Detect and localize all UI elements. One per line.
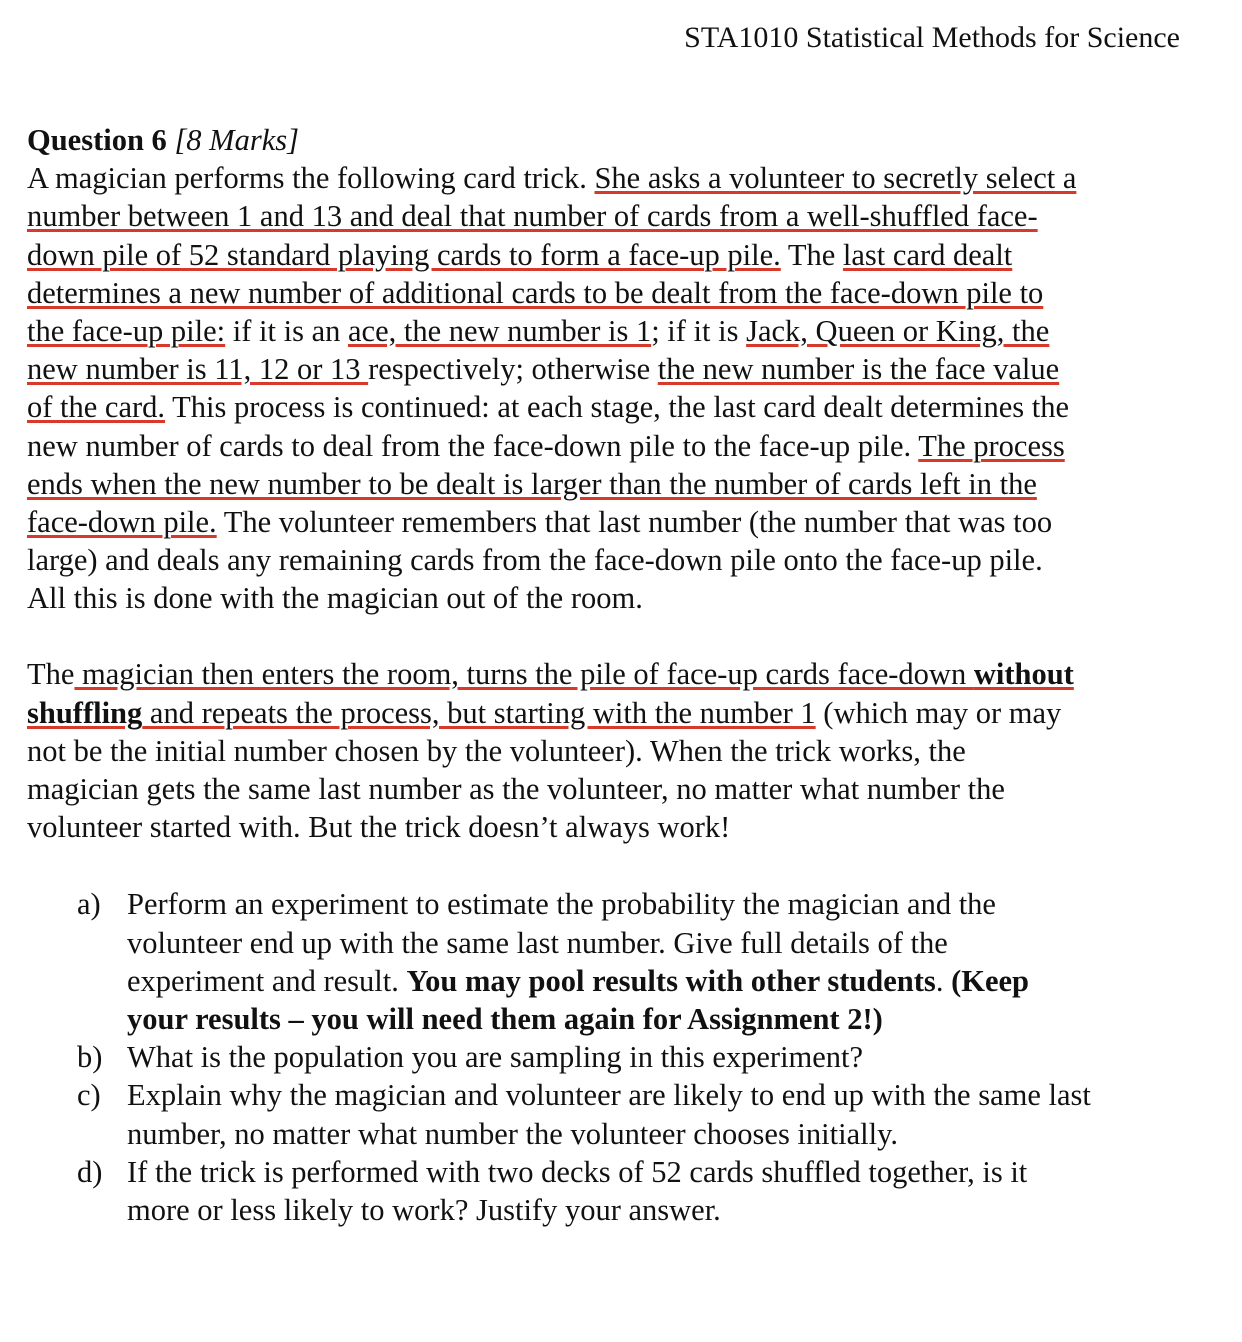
sub-question-list (77, 885, 1212, 1229)
text-line: A magician performs the following card trick. She asks a volunteer to secretly select a (27, 161, 1077, 196)
sub-question-c (77, 1076, 1212, 1152)
text-line: the face-up pile: if it is an ace, the new number is 1; if it is Jack, Queen or King, the (27, 313, 1050, 348)
question-marks: [8 Marks] (174, 123, 299, 157)
text-line: face-down pile. The volunteer remembers that last number (the number that was too (27, 504, 1053, 539)
sub-question-b (77, 1038, 1212, 1076)
paragraph-spacer (27, 617, 1212, 655)
text-line: new number of cards to deal from the face-down pile to the face-up pile. The process (27, 428, 1065, 463)
question-content (27, 121, 1212, 1229)
page-header: STA1010 Statistical Methods for Science (684, 21, 1180, 54)
text-line: ends when the new number to be dealt is larger than the number of cards left in the (27, 466, 1037, 501)
text-line: number, no matter what number the volunteer chooses initially. (127, 1116, 898, 1151)
text-line: number between 1 and 13 and deal that number of cards from a well-shuffled face- (27, 199, 1038, 234)
paragraph-trick-description (27, 159, 1212, 617)
text-line: down pile of 52 standard playing cards to form a face-up pile. The last card dealt (27, 237, 1013, 272)
text-line: The magician then enters the room, turns the pile of face-up cards face-down without (27, 657, 1074, 692)
sub-question-a (77, 885, 1212, 1038)
text-line: What is the population you are sampling in this experiment? (127, 1040, 864, 1075)
text-line: new number is 11, 12 or 13 respectively; otherwise the new number is the face value (27, 352, 1060, 387)
text-line: volunteer started with. But the trick doesn’t always work! (27, 810, 731, 845)
text-line: experiment and result. You may pool results with other students. (Keep (127, 963, 1029, 998)
text-line: All this is done with the magician out of the room. (27, 581, 643, 616)
text-line: Explain why the magician and volunteer are likely to end up with the same last (127, 1078, 1091, 1113)
paragraph-spacer (27, 846, 1212, 885)
item-label: a) (77, 887, 101, 922)
text-line: Perform an experiment to estimate the probability the magician and the (127, 887, 996, 922)
text-line: more or less likely to work? Justify your answer. (127, 1192, 721, 1227)
question-title: Question 6 (27, 123, 167, 157)
item-label: c) (77, 1078, 101, 1113)
sub-question-d (77, 1153, 1212, 1229)
text-line: of the card. This process is continued: at each stage, the last card dealt determines the (27, 390, 1069, 425)
item-label: b) (77, 1040, 103, 1075)
text-line: magician gets the same last number as the volunteer, no matter what number the (27, 772, 1005, 806)
text-line: If the trick is performed with two decks of 52 cards shuffled together, is it (127, 1154, 1028, 1189)
text-line: determines a new number of additional cards to be dealt from the face-down pile to (27, 275, 1044, 310)
text-line: shuffling and repeats the process, but starting with the number 1 (which may or may (27, 695, 1062, 730)
item-label: d) (77, 1154, 103, 1189)
paragraph-magician-process (27, 655, 1212, 846)
text-line: large) and deals any remaining cards from the face-down pile onto the face-up pile. (27, 543, 1043, 578)
text-line: your results – you will need them again for Assignment 2!) (127, 1001, 883, 1036)
question-heading (27, 121, 1212, 159)
text-line: not be the initial number chosen by the volunteer). When the trick works, the (27, 733, 966, 768)
text-line: volunteer end up with the same last number. Give full details of the (127, 925, 948, 960)
